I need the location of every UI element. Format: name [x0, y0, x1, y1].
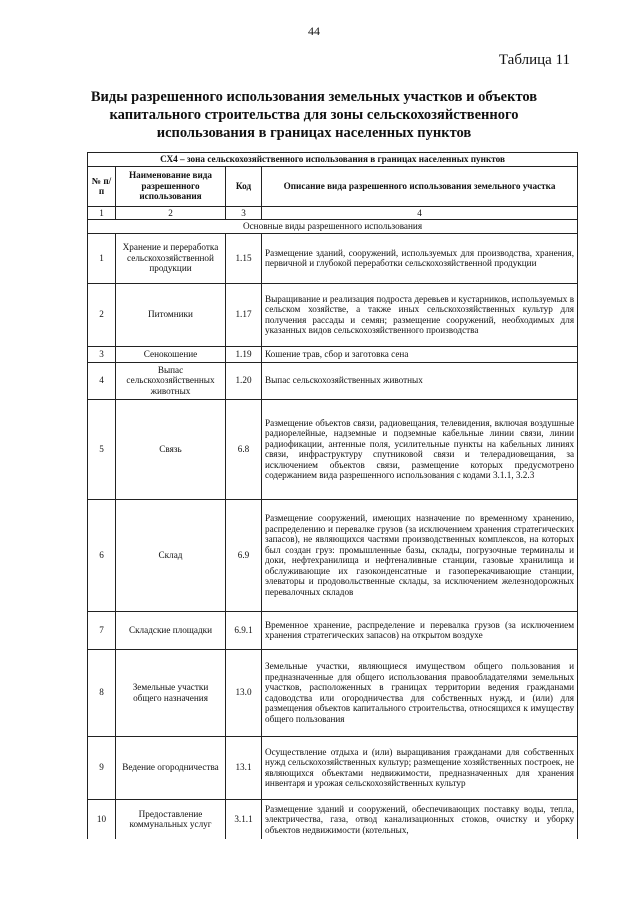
column-header-code: Код — [226, 166, 262, 206]
column-header-description: Описание вида разрешенного использования земельного участка — [262, 166, 578, 206]
table-row — [88, 499, 578, 611]
use-name: Выпас сельскохозяйственных животных — [116, 362, 226, 399]
row-number: 5 — [88, 399, 116, 499]
use-description: Осуществление отдыха и (или) выращивания гражданами для собственных нужд сельскохозяйственных культур; размещение хозяйственных построек, не являющихся объектами недвижимости, предназначенных для хранения инвентаря и урожая сельскохозяйственных культур — [262, 736, 578, 799]
use-code: 6.8 — [226, 399, 262, 499]
column-header-name: Наименование вида разрешенного использования — [116, 166, 226, 206]
section-title: Основные виды разрешенного использования — [88, 220, 578, 234]
use-code: 6.9.1 — [226, 611, 262, 649]
table-row — [88, 233, 578, 283]
use-description: Размещение зданий, сооружений, используемых для производства, хранения, первичной и глубокой переработки сельскохозяйственной продукции — [262, 233, 578, 283]
use-description: Земельные участки, являющиеся имуществом общего пользования и предназначенные для общего использования правообладателями земельных участков, расположенных в границах территории ведения гражданами садоводства или огородничества для собственных нужд, и (или) для размещения объектов капитального строительства, относящихся к имуществу общего пользования — [262, 649, 578, 736]
column-number: 2 — [116, 206, 226, 220]
table-row — [88, 346, 578, 362]
use-name: Хранение и переработка сельскохозяйственной продукции — [116, 233, 226, 283]
use-description: Выращивание и реализация подроста деревьев и кустарников, используемых в сельском хозяйстве, а также иных сельскохозяйственных культур для получения рассады и семян; размещение сооружений, необходимых для указанных видов сельскохозяйственного производства — [262, 283, 578, 346]
title-line: использования в границах населенных пунктов — [156, 125, 472, 141]
row-number: 9 — [88, 736, 116, 799]
row-number: 7 — [88, 611, 116, 649]
column-number: 4 — [262, 206, 578, 220]
document-title — [80, 88, 548, 142]
use-name: Ведение огородничества — [116, 736, 226, 799]
use-description: Размещение зданий и сооружений, обеспечивающих поставку воды, тепла, электричества, газа, отвод канализационных стоков, очистку и уборку объектов недвижимости (котельных, — [262, 799, 578, 839]
use-name: Складские площадки — [116, 611, 226, 649]
row-number: 3 — [88, 346, 116, 362]
land-use-table — [87, 152, 578, 839]
table-label: Таблица 11 — [498, 52, 570, 68]
use-code: 13.1 — [226, 736, 262, 799]
column-number: 3 — [226, 206, 262, 220]
use-description: Размещение сооружений, имеющих назначение по временному хранению, распределению и перевалке грузов (за исключением хранения стратегических запасов), не являющихся частями производственных комплексов, на которых был создан груз: промышленные базы, склады, погрузочные терминалы и доки, нефтехранилища и нефтеналивные станции, газовые хранилища и обслуживающие их газоконденсатные и газоперекачивающие станции, элеваторы и продовольственные склады, за исключением железнодорожных перевалочных складов — [262, 499, 578, 611]
row-number: 10 — [88, 799, 116, 839]
row-number: 1 — [88, 233, 116, 283]
table-row — [88, 399, 578, 499]
row-number: 6 — [88, 499, 116, 611]
use-code: 1.15 — [226, 233, 262, 283]
table-row — [88, 362, 578, 399]
use-code: 1.17 — [226, 283, 262, 346]
title-line: Виды разрешенного использования земельных участков и объектов — [90, 89, 538, 105]
use-name: Питомники — [116, 283, 226, 346]
use-name: Земельные участки общего назначения — [116, 649, 226, 736]
use-code: 13.0 — [226, 649, 262, 736]
use-description: Кошение трав, сбор и заготовка сена — [262, 346, 578, 362]
zone-header: СХ4 – зона сельскохозяйственного использования в границах населенных пунктов — [88, 153, 578, 167]
column-header-num: № п/п — [88, 166, 116, 206]
title-line: капитального строительства для зоны сельскохозяйственного — [109, 107, 519, 123]
use-name: Предоставление коммунальных услуг — [116, 799, 226, 839]
use-description: Выпас сельскохозяйственных животных — [262, 362, 578, 399]
table-row — [88, 611, 578, 649]
column-number: 1 — [88, 206, 116, 220]
row-number: 2 — [88, 283, 116, 346]
row-number: 4 — [88, 362, 116, 399]
use-code: 1.19 — [226, 346, 262, 362]
table-row — [88, 283, 578, 346]
row-number: 8 — [88, 649, 116, 736]
use-description: Временное хранение, распределение и перевалка грузов (за исключением хранения стратегических запасов) на открытом воздухе — [262, 611, 578, 649]
table-row — [88, 736, 578, 799]
use-description: Размещение объектов связи, радиовещания, телевидения, включая воздушные радиорелейные, надземные и подземные кабельные линии связи, линии радиофикации, антенные поля, усилительные пункты на кабельных линиях связи, инфраструктуру спутниковой связи и телерадиовещания, за исключением объектов связи, размещение которых предусмотрено содержанием вида разрешенного использования с кодами 3.1.1, 3.2.3 — [262, 399, 578, 499]
use-name: Склад — [116, 499, 226, 611]
use-code: 1.20 — [226, 362, 262, 399]
use-name: Связь — [116, 399, 226, 499]
use-name: Сенокошение — [116, 346, 226, 362]
use-code: 6.9 — [226, 499, 262, 611]
use-code: 3.1.1 — [226, 799, 262, 839]
page-number: 44 — [308, 24, 320, 38]
table-row — [88, 649, 578, 736]
table-row — [88, 799, 578, 839]
